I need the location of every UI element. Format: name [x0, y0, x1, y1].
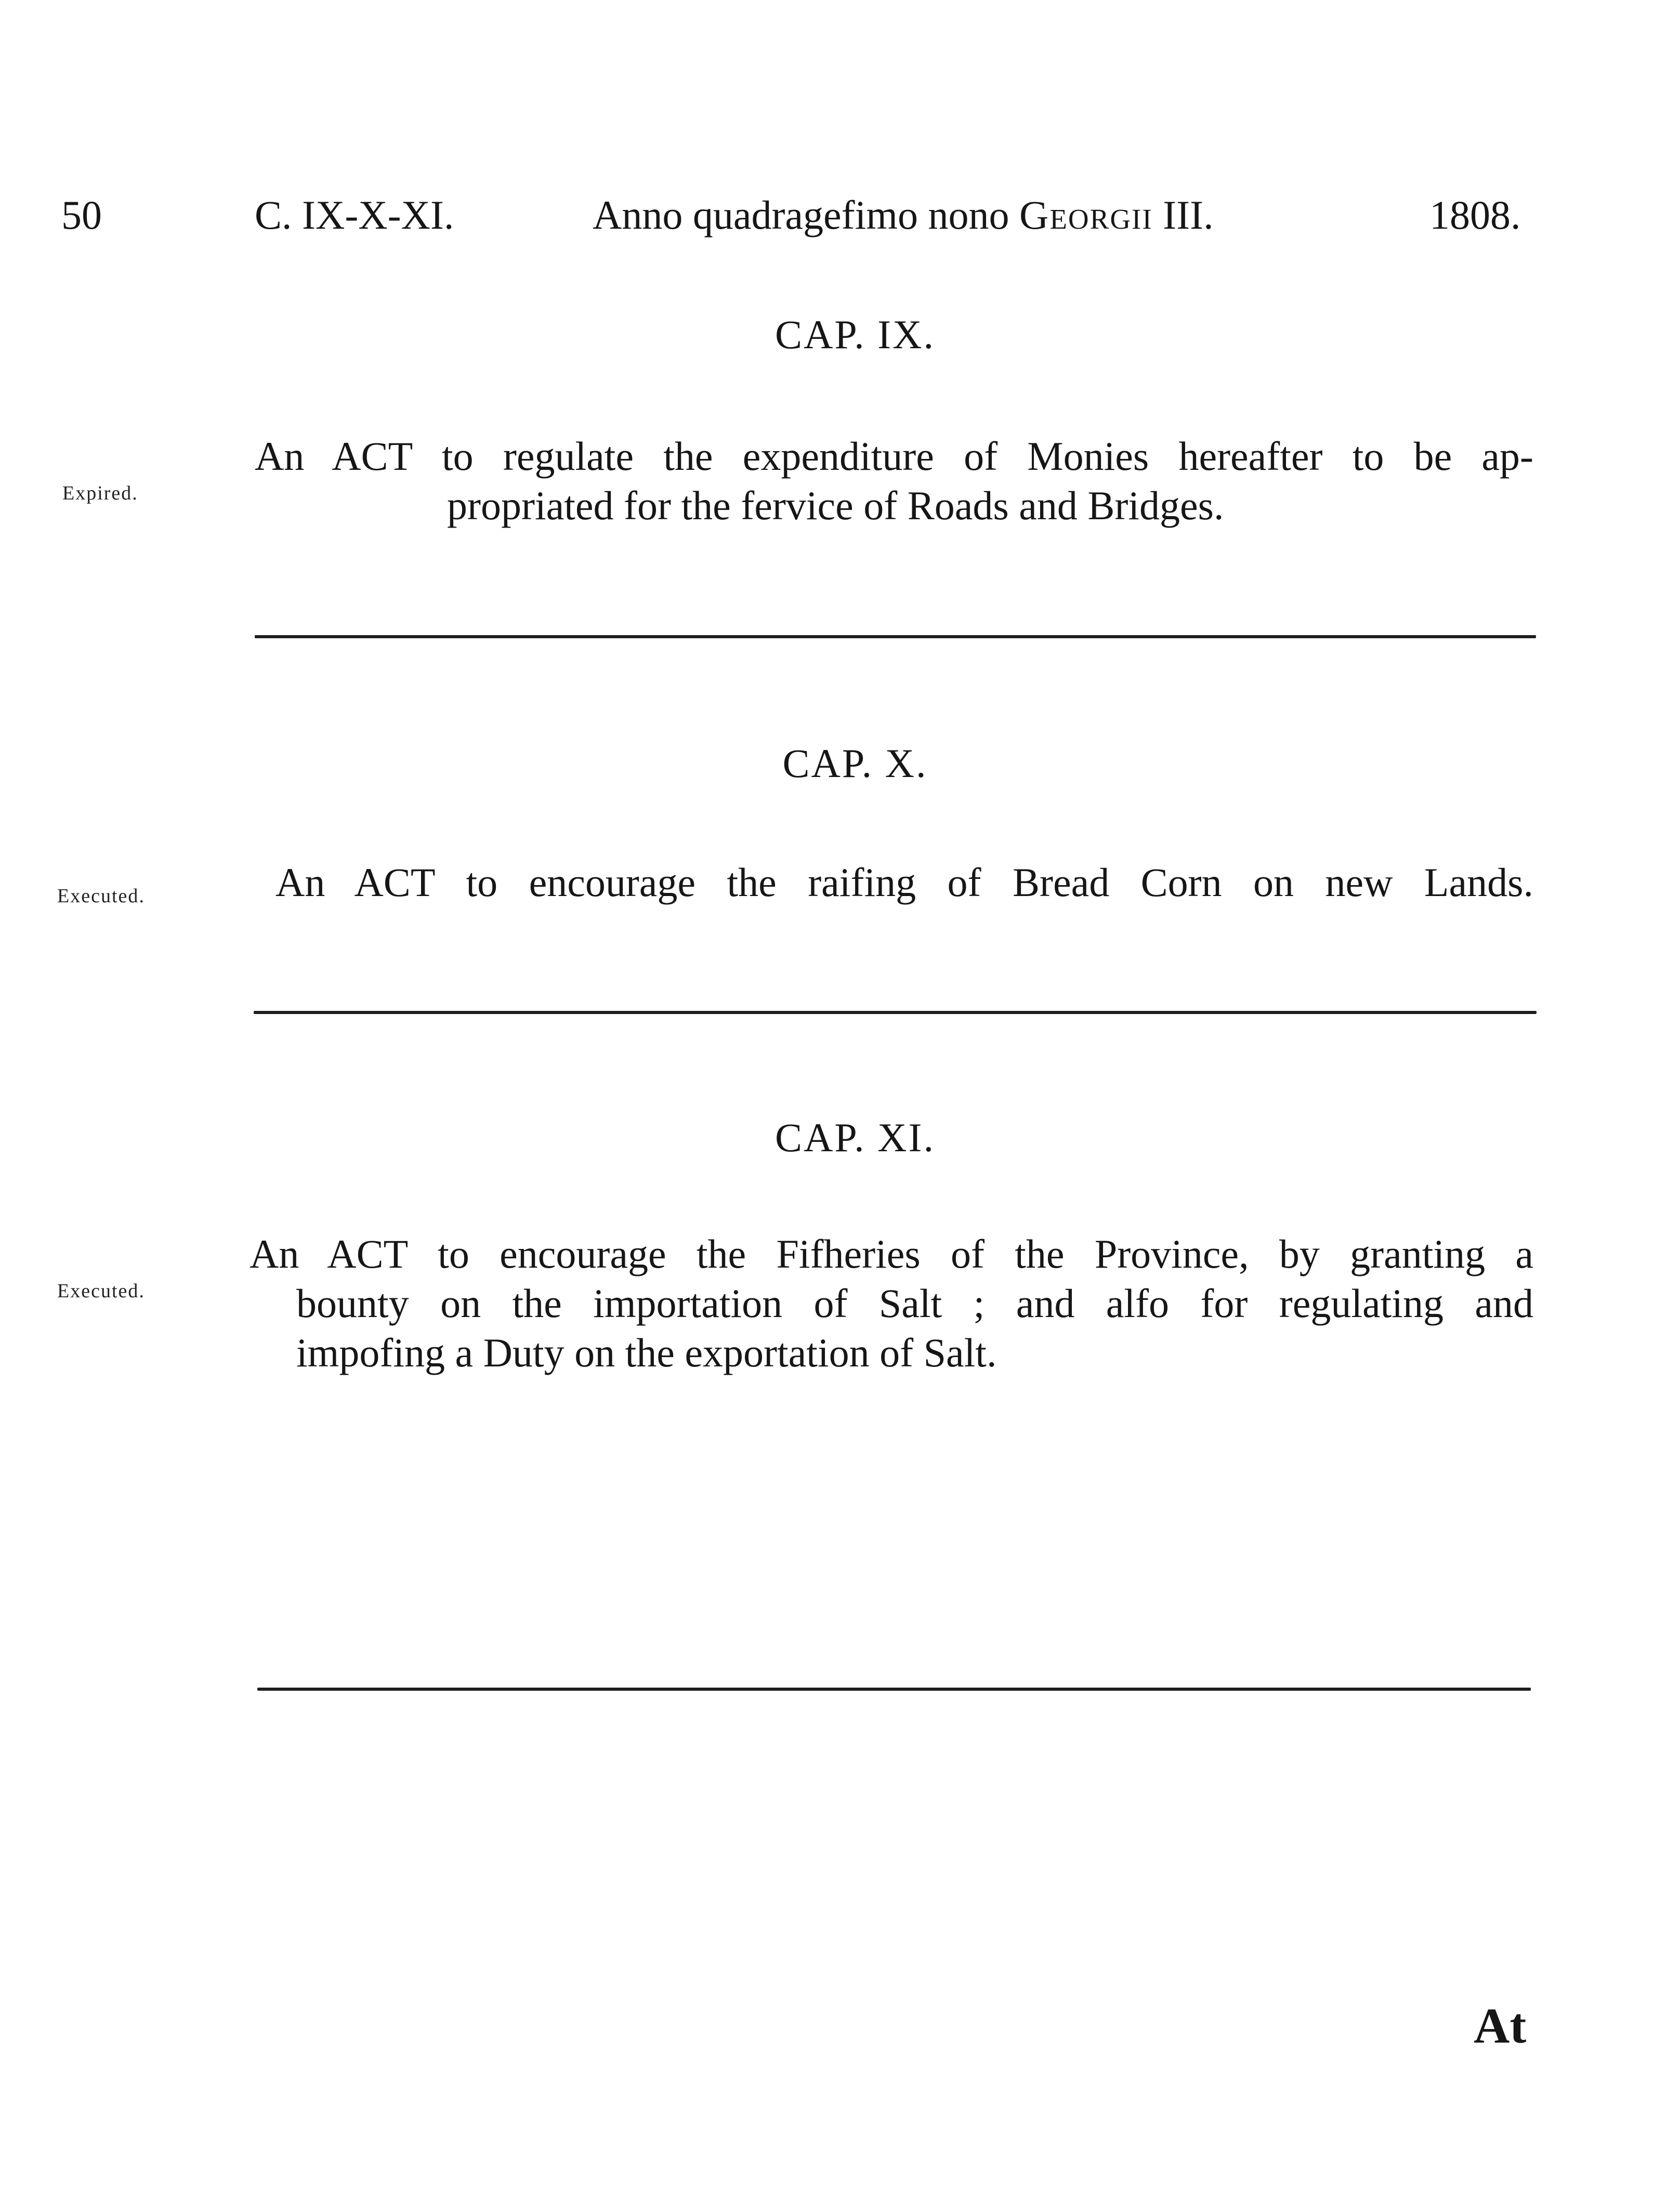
section-divider [257, 1688, 1531, 1691]
catchword: At [1474, 1998, 1527, 2054]
act-line: An ACT to encourage the Fifheries of the Province, by granting a [250, 1231, 1533, 1276]
margin-note-x: Executed. [57, 885, 145, 907]
act-line: An ACT to regulate the expenditure of Monies hereafter to be ap- [255, 433, 1533, 479]
header-title-prefix: Anno quadragefimo nono [593, 192, 1009, 238]
margin-note-ix: Expired. [62, 482, 138, 504]
header-chapters: C. IX-X-XI. [255, 192, 454, 238]
header-title-numeral: III. [1163, 192, 1214, 238]
act-text-x [275, 858, 1533, 907]
header-year: 1808. [1429, 192, 1521, 238]
act-line: bounty on the importation of Salt ; and alfo for regulating and [296, 1281, 1533, 1326]
act-line: An ACT to encourage the raifing of Bread Corn on new Lands. [275, 860, 1533, 905]
act-text-xi [250, 1229, 1533, 1377]
header-title-king: Georgii [1019, 192, 1153, 238]
header-title [593, 192, 1214, 238]
section-divider [255, 635, 1536, 638]
section-divider [254, 1011, 1537, 1014]
chapter-heading-ix: CAP. IX. [775, 312, 935, 357]
page-number: 50 [61, 192, 102, 238]
margin-note-xi: Executed. [57, 1280, 145, 1302]
act-line: propriated for the fervice of Roads and Bridges. [447, 483, 1224, 528]
chapter-heading-x: CAP. X. [782, 741, 928, 786]
act-line: impofing a Duty on the exportation of Salt. [296, 1330, 997, 1375]
act-text-ix [255, 431, 1533, 530]
chapter-heading-xi: CAP. XI. [775, 1115, 935, 1160]
